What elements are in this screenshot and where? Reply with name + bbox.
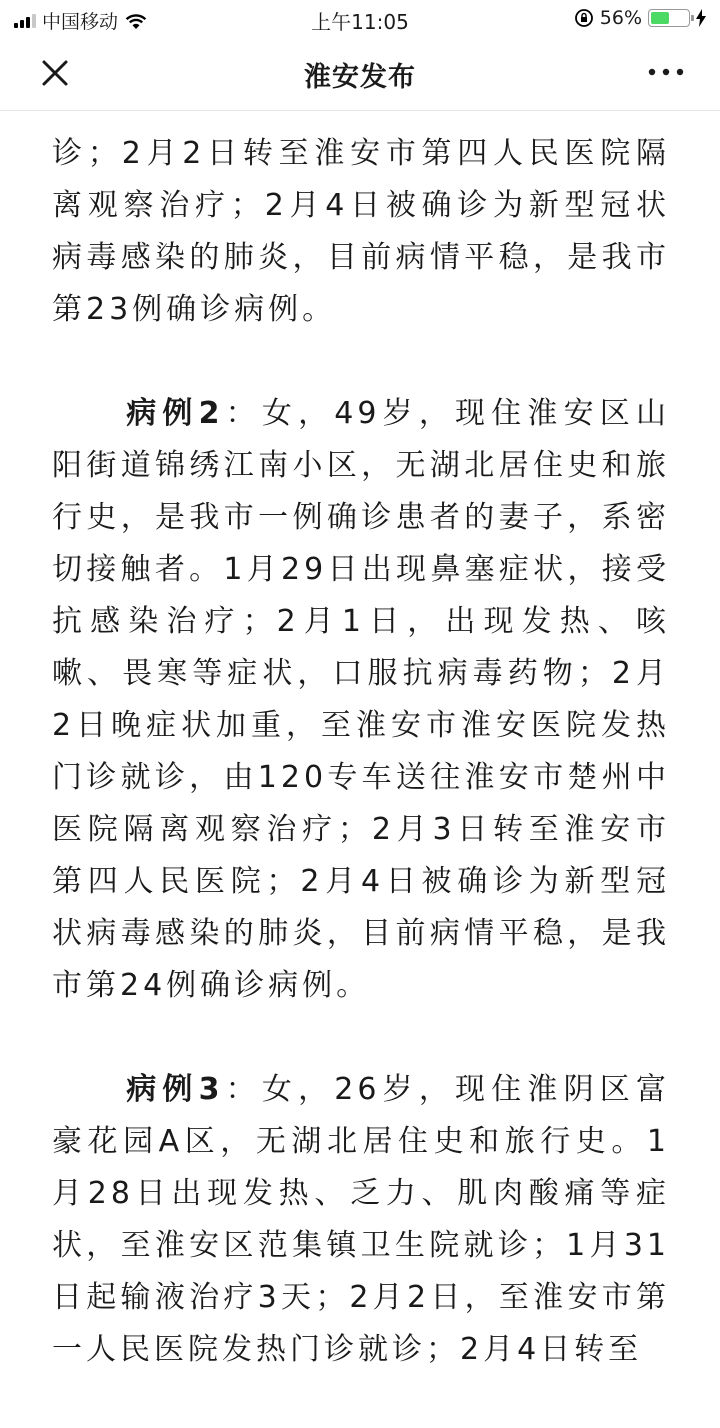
status-time: 上午11:05	[311, 10, 409, 34]
status-bar	[0, 0, 720, 36]
battery-fill	[651, 12, 669, 24]
nav-bar	[0, 36, 720, 111]
more-dots-icon[interactable]	[646, 62, 686, 82]
paragraph-text: 诊；2月2日转至淮安市第四人民医院隔离观察治疗；2月4日被确诊为新型冠状病毒感染的肺炎，目前病情平稳，是我市第23例确诊病例。	[52, 136, 670, 327]
paragraph-text: 女，49岁，现住淮安区山阳街道锦绣江南小区，无湖北居住史和旅行史，是我市一例确诊患者的妻子，系密切接触者。1月29日出现鼻塞症状，接受抗感染治疗；2月1日，出现发热、咳嗽、畏寒等症状，口服抗病毒药物；2月2日晚症状加重，至淮安市淮安医院发热门诊就诊，由120专车送往淮安市楚州中医院隔离观察治疗；2月3日转至淮安市第四人民医院；2月4日被确诊为新型冠状病毒感染的肺炎，目前病情平稳，是我市第24例确诊病例。	[52, 396, 671, 1003]
case-colon: ：	[223, 396, 262, 431]
carrier-name: 中国移动	[42, 11, 119, 33]
status-right	[574, 7, 706, 29]
article-scroll-area[interactable]	[0, 111, 720, 1367]
case-label: 病例2	[124, 396, 224, 431]
paragraph-case-1-tail	[0, 128, 720, 336]
paragraph-case-3	[0, 1064, 720, 1376]
case-colon: ：	[223, 1072, 262, 1107]
case-label: 病例3	[124, 1072, 224, 1107]
battery-percent: 56%	[599, 7, 642, 29]
article-body	[0, 128, 720, 1428]
orientation-lock-icon	[574, 8, 594, 28]
paragraph-text: 女，26岁，现住淮阴区富豪花园A区，无湖北居住史和旅行史。1月28日出现发热、乏力、肌肉酸痛等症状，至淮安区范集镇卫生院就诊；1月31日起输液治疗3天；2月2日，至淮安市第一人民医院发热门诊就诊；2月4日转至	[52, 1072, 671, 1367]
charging-bolt-icon	[696, 9, 706, 27]
page-title: 淮安发布	[304, 62, 416, 93]
paragraph-case-2	[0, 388, 720, 1012]
battery-icon	[648, 9, 690, 27]
